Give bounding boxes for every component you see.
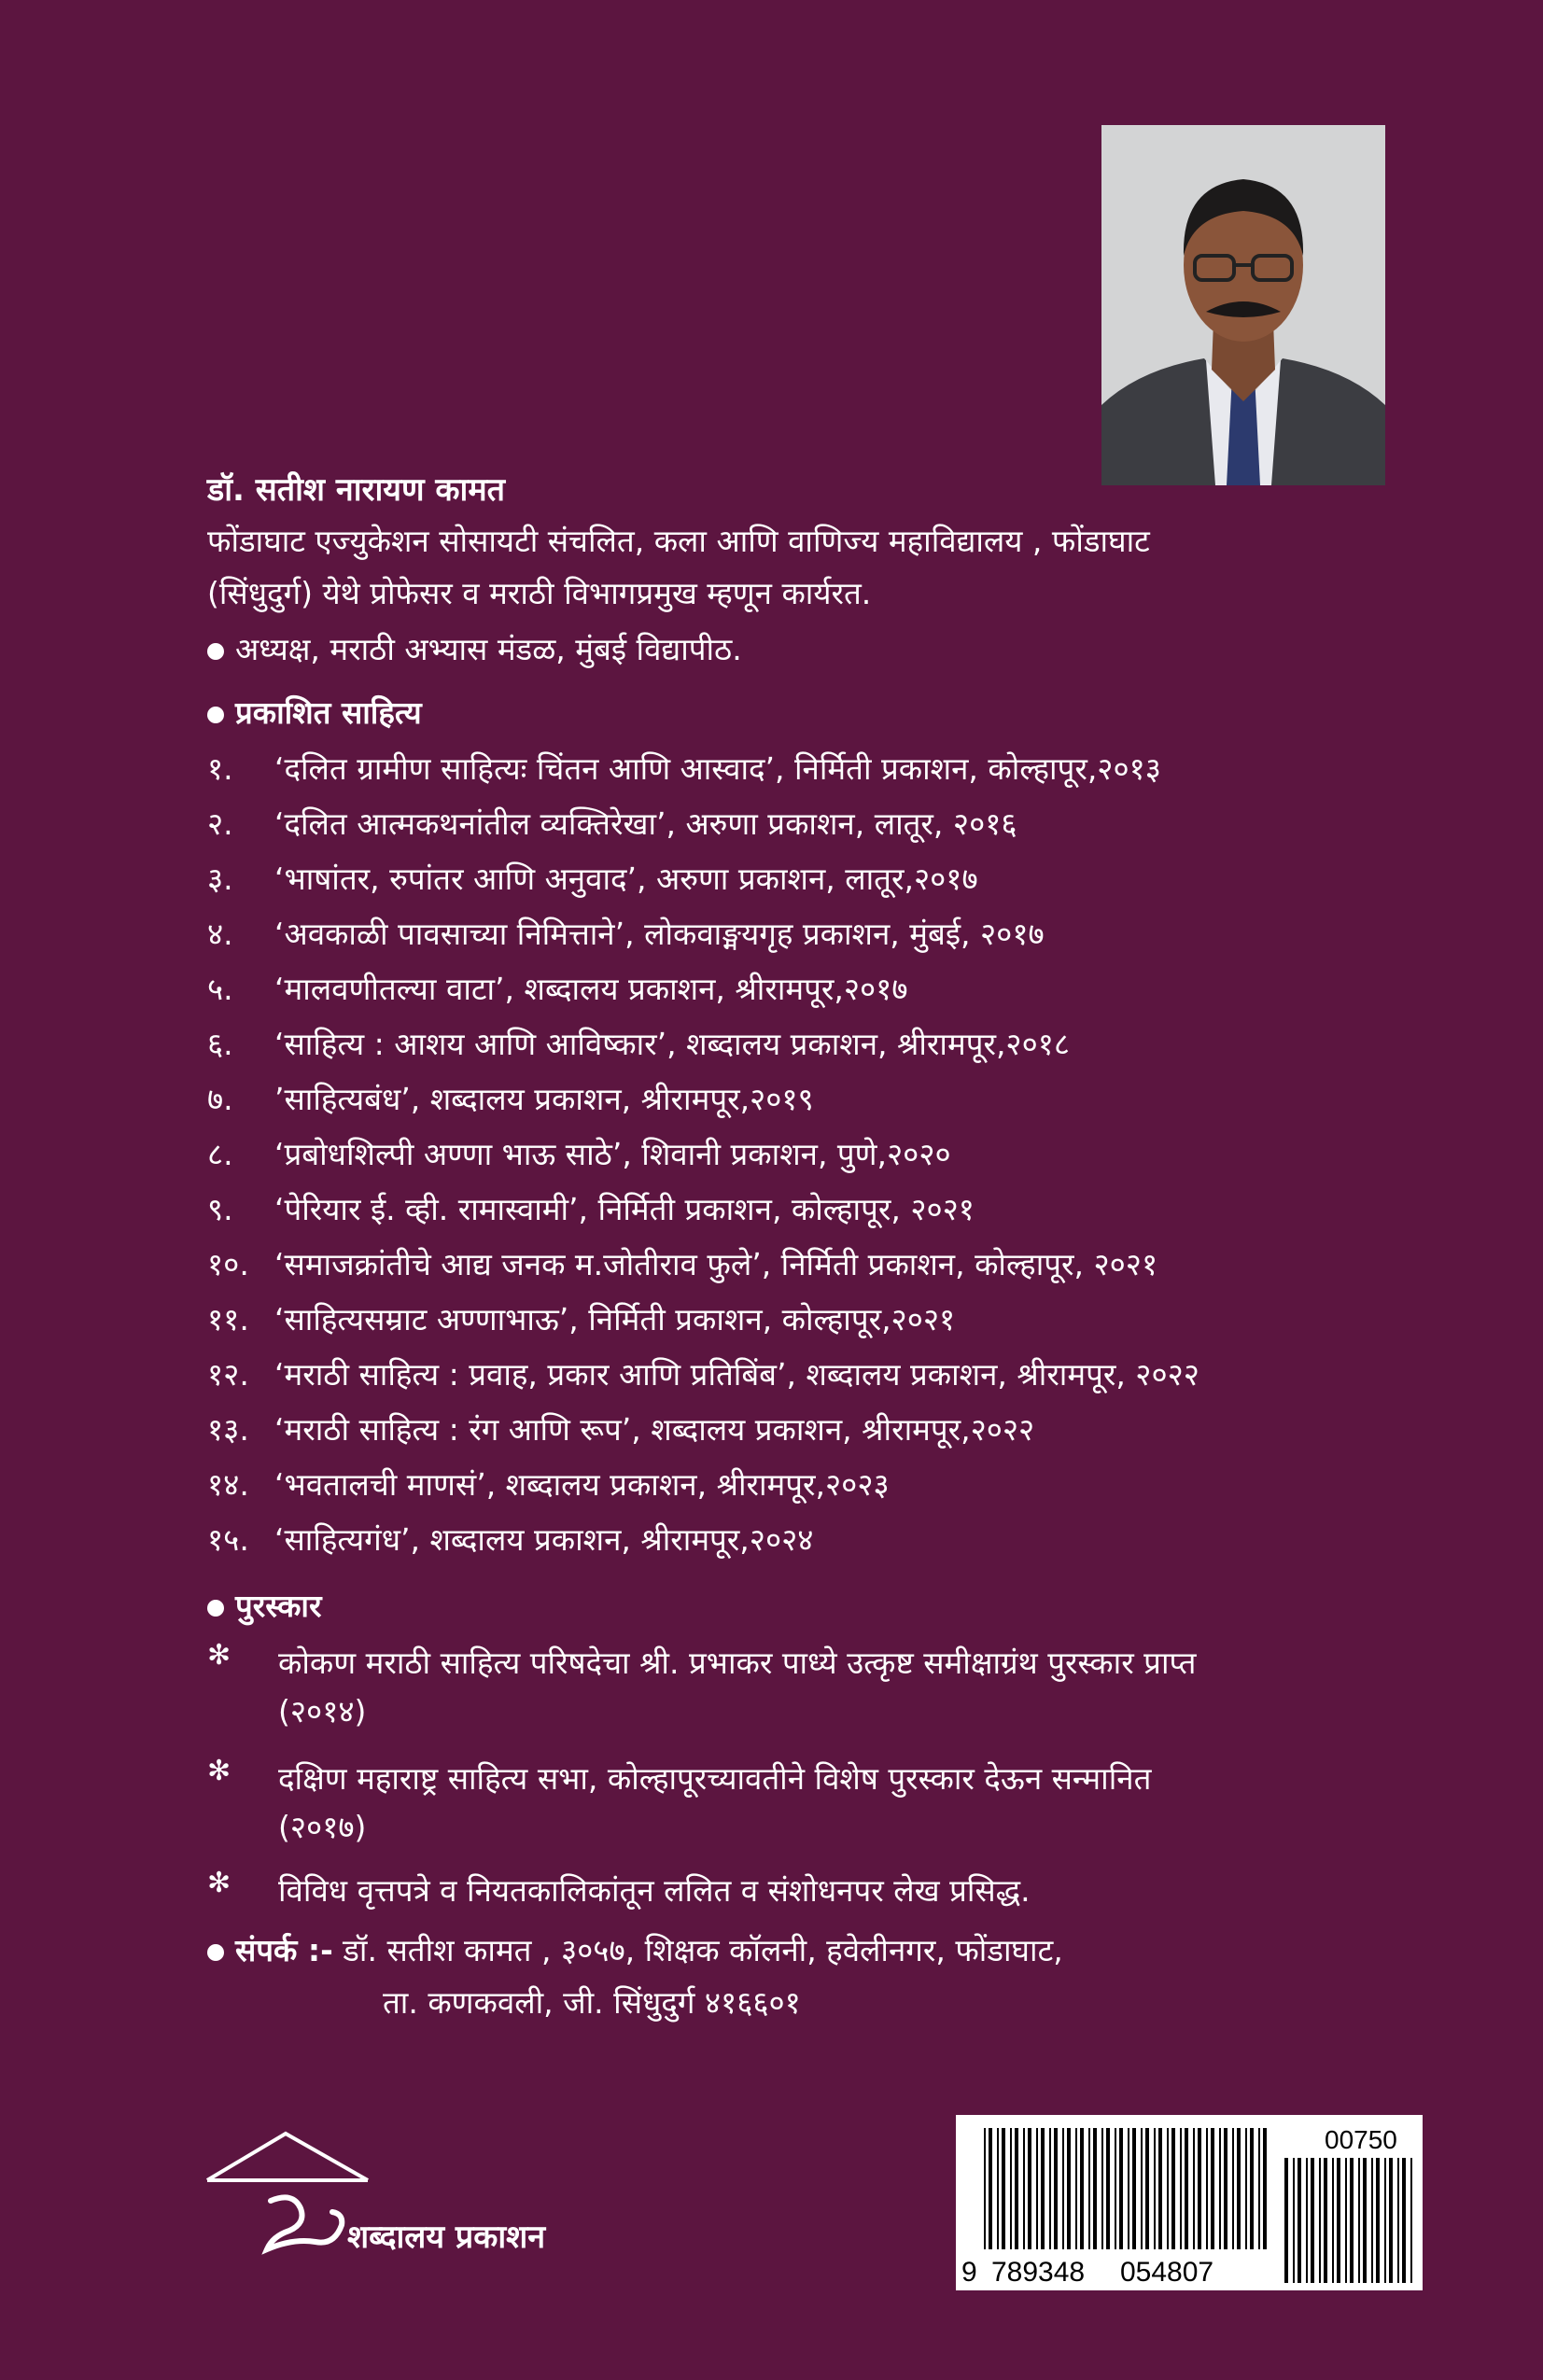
author-photo: [1101, 125, 1385, 485]
awards-heading-text: पुरस्कार: [235, 1588, 322, 1624]
list-item: ५. ‘मालवणीतल्या वाटा’, शब्दालय प्रकाशन, श्रीरामपूर,२०१७: [207, 971, 908, 1007]
barcode-bar: [1245, 2128, 1247, 2249]
list-item: १०. ‘समाजक्रांतीचे आद्य जनक म.जोतीराव फुले’, निर्मिती प्रकाशन, कोल्हापूर, २०२१: [207, 1246, 1158, 1282]
barcode-bar: [1232, 2128, 1234, 2249]
barcode-bars: [984, 2128, 1267, 2249]
barcode-bar: [1237, 2128, 1241, 2249]
barcode-bar: [1389, 2158, 1393, 2283]
barcode-bar: [1010, 2128, 1012, 2249]
barcode-bar: [1101, 2128, 1103, 2249]
barcode-bar: [1193, 2128, 1195, 2249]
author-bio-line-1: फोंडाघाट एज्युकेशन सोसायटी संचलित, कला आणि वाणिज्य महाविद्यालय , फोंडाघाट: [207, 523, 1150, 559]
barcode-bar: [1067, 2128, 1071, 2249]
barcode-bar: [1028, 2128, 1031, 2249]
barcode-bar: [1410, 2158, 1412, 2283]
barcode-bar: [1158, 2128, 1162, 2249]
barcode-bar: [1358, 2158, 1360, 2283]
contact-line-2: ता. कणकवली, जी. सिंधुदुर्ग ४१६६०१: [383, 1984, 801, 2021]
author-position-text: अध्यक्ष, मराठी अभ्यास मंडळ, मुंबई विद्यापीठ.: [235, 631, 742, 667]
barcode-bar: [1319, 2158, 1321, 2283]
barcode-bar: [1171, 2128, 1175, 2249]
barcode-bar: [1002, 2128, 1005, 2249]
barcode-bar: [1258, 2128, 1260, 2249]
isbn-barcode: [956, 2115, 1423, 2290]
barcode-bar: [1371, 2158, 1373, 2283]
barcode-bar: [1284, 2158, 1288, 2283]
barcode-bar: [1093, 2128, 1097, 2249]
barcode-bar: [1180, 2128, 1182, 2249]
contact-line-1: डॉ. सतीश कामत , ३०५७, शिक्षक कॉलनी, हवेलीनगर, फोंडाघाट,: [343, 1932, 1063, 1968]
list-item: ११. ‘साहित्यसम्राट अण्णाभाऊ’, निर्मिती प्रकाशन, कोल्हापूर,२०२१: [207, 1301, 956, 1337]
list-item: ३. ‘भाषांतर, रुपांतर आणि अनुवाद’, अरुणा प्रकाशन, लातूर,२०१७: [207, 861, 978, 897]
barcode-bar: [1363, 2158, 1367, 2283]
barcode-bar: [1106, 2128, 1110, 2249]
barcode-bar: [1015, 2128, 1018, 2249]
barcode-bar: [1167, 2128, 1169, 2249]
barcode-bar: [1350, 2158, 1354, 2283]
author-position: [207, 627, 742, 669]
barcode-addon-bars: [1284, 2158, 1412, 2283]
barcode-bar: [1293, 2158, 1295, 2283]
barcode-bar: [1376, 2158, 1380, 2283]
list-item: १३. ‘मराठी साहित्य : रंग आणि रूप’, शब्दालय प्रकाशन, श्रीरामपूर,२०२२: [207, 1411, 1035, 1448]
barcode-bar: [1128, 2128, 1129, 2249]
barcode-bar: [1198, 2128, 1201, 2249]
bullet-icon: [207, 643, 224, 660]
asterisk-icon: ✻: [207, 1755, 231, 1787]
barcode-bar: [997, 2128, 999, 2249]
barcode-bar: [1219, 2128, 1221, 2249]
publications-heading-text: प्रकाशित साहित्य: [235, 694, 422, 731]
barcode-bar: [1119, 2128, 1123, 2249]
barcode-bar: [1311, 2158, 1314, 2283]
list-item: २. ‘दलित आत्मकथनांतील व्यक्तिरेखा’, अरुणा प्रकाशन, लातूर, २०१६: [207, 805, 1017, 842]
bullet-icon: [207, 1600, 224, 1617]
barcode-bar: [1054, 2128, 1058, 2249]
barcode-bar: [1036, 2128, 1038, 2249]
barcode-bar: [1041, 2128, 1045, 2249]
list-item: १४. ‘भवतालची माणसं’, शब्दालय प्रकाशन, श्रीरामपूर,२०२३: [207, 1466, 890, 1503]
barcode-bar: [1145, 2128, 1149, 2249]
asterisk-icon: ✻: [207, 1867, 231, 1899]
list-item: ४. ‘अवकाळी पावसाच्या निमित्ताने’, लोकवाङ्मयगृह प्रकाशन, मुंबई, २०१७: [207, 916, 1045, 952]
isbn-group-2: 054807: [1120, 2257, 1214, 2288]
list-item: ९. ‘पेरियार ई. व्ही. रामास्वामी’, निर्मिती प्रकाशन, कोल्हापूर, २०२१: [207, 1191, 975, 1227]
barcode-bar: [1206, 2128, 1208, 2249]
barcode-bar: [1397, 2158, 1399, 2283]
author-bio-line-2: (सिंधुदुर्ग) येथे प्रोफेसर व मराठी विभागप्रमुख म्हणून कार्यरत.: [207, 575, 872, 611]
list-item: ७. ’साहित्यबंध’, शब्दालय प्रकाशन, श्रीरामपूर,२०१९: [207, 1081, 814, 1117]
barcode-bar: [1115, 2128, 1116, 2249]
list-item: १५. ‘साहित्यगंध’, शब्दालय प्रकाशन, श्रीरामपूर,२०२४: [207, 1521, 814, 1558]
list-item: ६. ‘साहित्य : आशय आणि आविष्कार’, शब्दालय प्रकाशन, श्रीरामपूर,२०१८: [207, 1026, 1071, 1062]
barcode-bar: [1298, 2158, 1301, 2283]
barcode-bar: [1384, 2158, 1386, 2283]
barcode-bar: [1088, 2128, 1090, 2249]
list-item: १. ‘दलित ग्रामीण साहित्यः चिंतन आणि आस्वाद’, निर्मिती प्रकाशन, कोल्हापूर,२०१३: [207, 750, 1161, 787]
list-item: ८. ‘प्रबोधशिल्पी अण्णा भाऊ साठे’, शिवानी प्रकाशन, पुणे,२०२०: [207, 1136, 951, 1172]
barcode-bar: [1075, 2128, 1077, 2249]
asterisk-icon: ✻: [207, 1639, 231, 1672]
barcode-bar: [1154, 2128, 1156, 2249]
barcode-bar: [1132, 2128, 1136, 2249]
isbn-prefix: 9: [961, 2257, 977, 2288]
barcode-bar: [1263, 2128, 1267, 2249]
barcode-bar: [1324, 2158, 1327, 2283]
barcode-bar: [1332, 2158, 1334, 2283]
barcode-bar: [1402, 2158, 1406, 2283]
publications-heading: [207, 691, 422, 733]
barcode-bar: [1224, 2128, 1227, 2249]
barcode-bar: [1337, 2158, 1340, 2283]
barcode-bar: [1185, 2128, 1188, 2249]
barcode-bar: [1250, 2128, 1254, 2249]
barcode-bar: [1080, 2128, 1084, 2249]
contact: [207, 1928, 1063, 1970]
barcode-bar: [1306, 2158, 1308, 2283]
author-name: डॉ. सतीश नारायण कामत: [207, 471, 506, 509]
barcode-bar: [1141, 2128, 1143, 2249]
barcode-bar: [1062, 2128, 1064, 2249]
bullet-icon: [207, 1944, 224, 1961]
barcode-bar: [1211, 2128, 1214, 2249]
contact-label: संपर्क :-: [235, 1932, 333, 1968]
bullet-icon: [207, 707, 224, 723]
barcode-bar: [1345, 2158, 1347, 2283]
price-code: 00750: [1325, 2125, 1397, 2154]
list-item: १२. ‘मराठी साहित्य : प्रवाह, प्रकार आणि प्रतिबिंब’, शब्दालय प्रकाशन, श्रीरामपूर, २०२२: [207, 1356, 1199, 1393]
barcode-bar: [989, 2128, 992, 2249]
barcode-bar: [1049, 2128, 1051, 2249]
isbn-group-1: 789348: [991, 2257, 1086, 2288]
awards-heading: [207, 1584, 321, 1626]
barcode-bar: [984, 2128, 986, 2249]
publisher-name: शब्दालय प्रकाशन: [347, 2219, 546, 2256]
barcode-bar: [1023, 2128, 1025, 2249]
